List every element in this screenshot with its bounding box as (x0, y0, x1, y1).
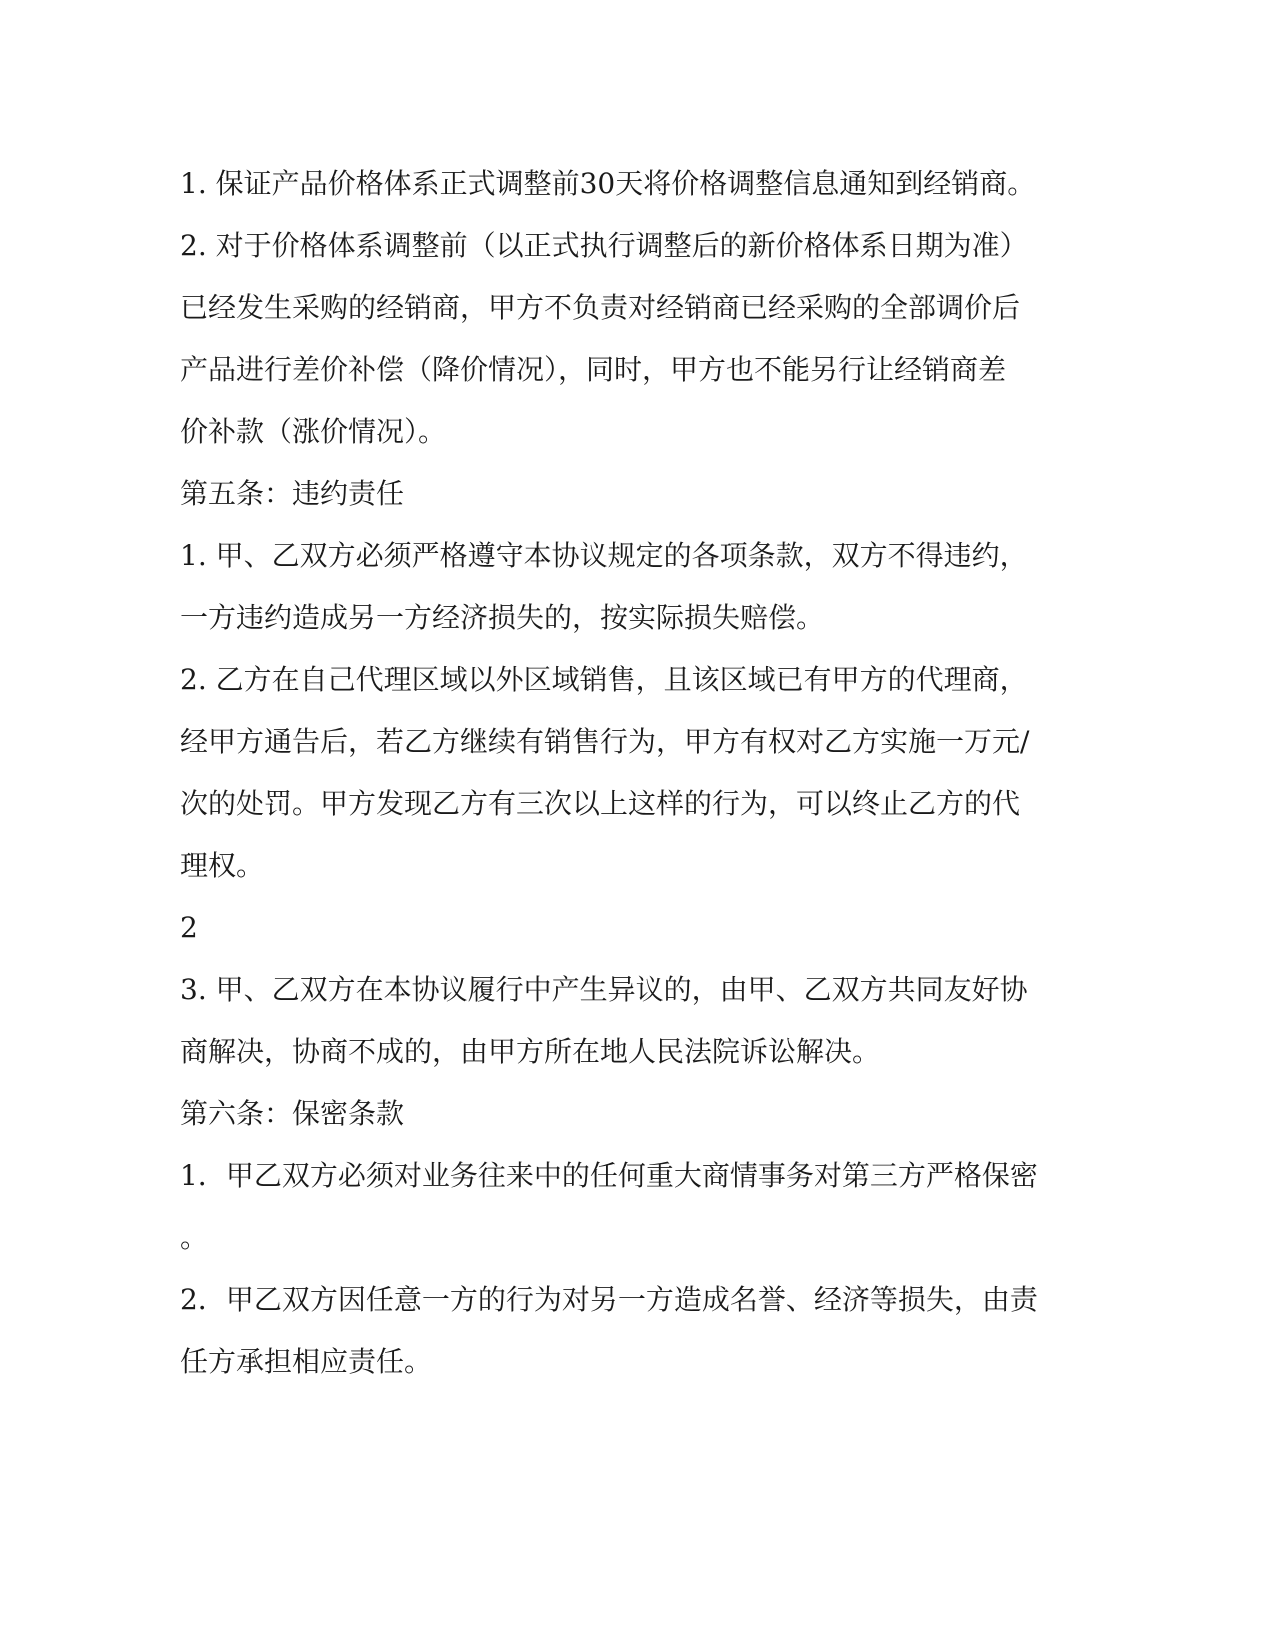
page-number: 2 (180, 911, 198, 944)
text-line: 产品进行差价补偿（降价情况），同时，甲方也不能另行让经销商差 (180, 353, 1007, 386)
section-heading: 第五条：违约责任 (180, 477, 405, 510)
text-line: 已经发生采购的经销商，甲方不负责对经销商已经采购的全部调价后 (180, 291, 1021, 324)
text-line: 理权。 (180, 849, 265, 882)
text-line: 1. 保证产品价格体系正式调整前30天将价格调整信息通知到经销商。 (180, 167, 1036, 200)
text-line: 商解决，协商不成的，由甲方所在地人民法院诉讼解决。 (180, 1035, 881, 1068)
text-line: 1. 甲、乙双方必须严格遵守本协议规定的各项条款，双方不得违约， (180, 539, 1028, 572)
text-line: 3. 甲、乙双方在本协议履行中产生异议的，由甲、乙双方共同友好协 (180, 973, 1028, 1006)
text-line: 。 (180, 1221, 209, 1254)
document-body (180, 153, 1060, 1393)
section-heading: 第六条：保密条款 (180, 1097, 405, 1130)
text-line: 一方违约造成另一方经济损失的，按实际损失赔偿。 (180, 601, 825, 634)
text-line: 价补款（涨价情况）。 (180, 415, 447, 448)
text-line: 任方承担相应责任。 (180, 1345, 433, 1378)
text-line: 2. 乙方在自己代理区域以外区域销售，且该区域已有甲方的代理商， (180, 663, 1028, 696)
text-line: 1．甲乙双方必须对业务往来中的任何重大商情事务对第三方严格保密 (180, 1159, 1038, 1192)
text-line: 2．甲乙双方因任意一方的行为对另一方造成名誉、经济等损失，由责 (180, 1283, 1038, 1316)
text-line: 2. 对于价格体系调整前（以正式执行调整后的新价格体系日期为准） (180, 229, 1028, 262)
text-line: 次的处罚。甲方发现乙方有三次以上这样的行为，可以终止乙方的代 (180, 787, 1021, 820)
text-line: 经甲方通告后，若乙方继续有销售行为，甲方有权对乙方实施一万元/ (180, 725, 1030, 758)
